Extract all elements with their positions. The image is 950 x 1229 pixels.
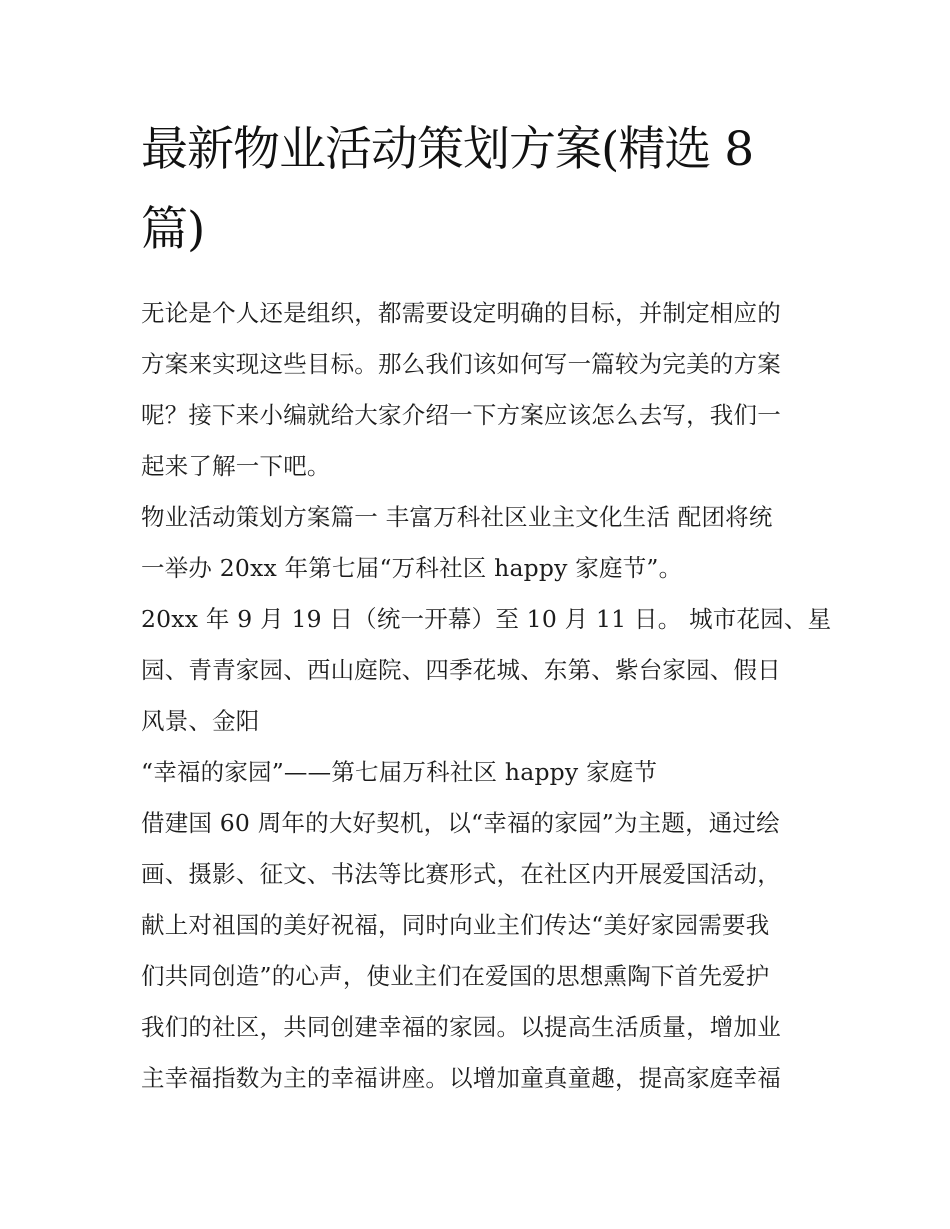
body-line: 起来了解一下吧。 (141, 452, 331, 480)
document-title (141, 110, 821, 270)
body-line: 方案来实现这些目标。那么我们该如何写一篇较为完美的方案 (141, 350, 781, 378)
body-line: 20xx 年 9 月 19 日（统一开幕）至 10 月 11 日。 城市花园、星 (141, 605, 832, 633)
body-line: 献上对祖国的美好祝福，同时向业主们传达“美好家园需要我 (141, 911, 770, 939)
body-line: 们共同创造”的心声，使业主们在爱国的思想熏陶下首先爱护 (141, 962, 770, 990)
body-line: 我们的社区，共同创建幸福的家园。以提高生活质量，增加业 (141, 1013, 781, 1041)
body-line: 园、青青家园、西山庭院、四季花城、东第、紫台家园、假日 (141, 656, 781, 684)
body-line: “幸福的家园”——第七届万科社区 happy 家庭节 (141, 758, 658, 786)
title-line-1: 最新物业活动策划方案(精选 8 (141, 122, 754, 177)
body-line: 画、摄影、征文、书法等比赛形式，在社区内开展爱国活动， (141, 860, 781, 888)
title-line-2: 篇) (141, 202, 205, 257)
body-line: 主幸福指数为主的幸福讲座。以增加童真童趣，提高家庭幸福 (141, 1064, 781, 1092)
body-line: 物业活动策划方案篇一 丰富万科社区业主文化生活 配团将统 (141, 503, 773, 531)
document-body (141, 288, 832, 1104)
body-line: 无论是个人还是组织，都需要设定明确的目标，并制定相应的 (141, 299, 781, 327)
body-line: 风景、金阳 (141, 707, 260, 735)
body-line: 一举办 20xx 年第七届“万科社区 happy 家庭节”。 (141, 554, 683, 582)
body-line: 借建国 60 周年的大好契机，以“幸福的家园”为主题，通过绘 (141, 809, 780, 837)
document-page (141, 110, 832, 1104)
body-line: 呢？接下来小编就给大家介绍一下方案应该怎么去写，我们一 (141, 401, 781, 429)
